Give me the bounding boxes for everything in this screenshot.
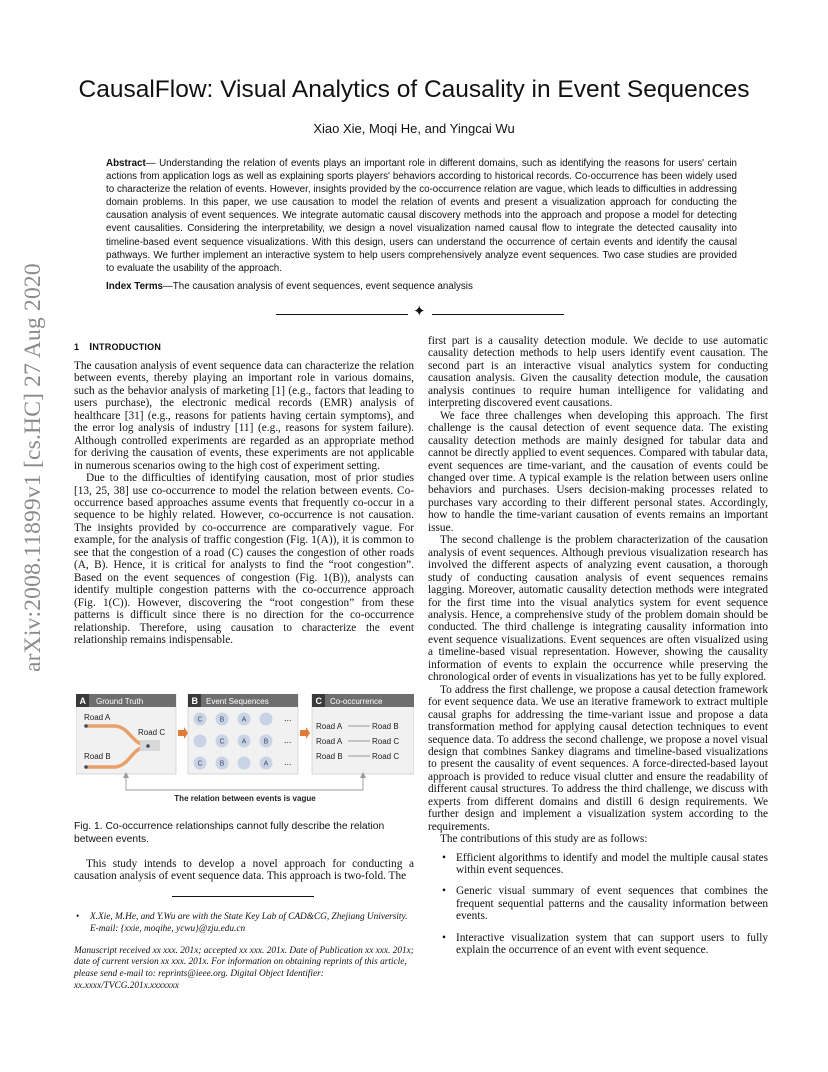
footnote-manuscript: Manuscript received xx xxx. 201x; accepted xx xxx. 201x. Date of Publication xx xxx. 201x; date of current version xx xxx. 201x. For information on obtaining reprints of this article, please send e-mail to: reprints@ieee.org. Digital Object Identifier: xx.xxxx/TVCG.201x.xxxxxxx bbox=[74, 945, 414, 991]
panel-b-title: Event Sequences bbox=[206, 697, 269, 706]
list-item: • Generic visual summary of event sequences that combines the frequent sequential patterns and the causality information between events. bbox=[442, 885, 768, 923]
paragraph: first part is a causality detection module. We decide to use automatic causality detection methods to help users identify event causation. The second part is an interactive visual analytics system for conducting causation analysis. Given the causality detection module, the causation analysis continues to require human intelligence for validating and interpreting discovered event causations. bbox=[428, 335, 768, 410]
event-circle bbox=[260, 713, 273, 726]
footnote bbox=[74, 912, 414, 993]
panel-c-letter: C bbox=[315, 696, 322, 706]
event-label: A bbox=[241, 738, 247, 746]
road-c-label: Road C bbox=[138, 728, 166, 737]
ellipsis-label: ... bbox=[284, 757, 292, 767]
section-first-letter: I bbox=[89, 341, 93, 353]
pair-right-label: Road C bbox=[372, 737, 400, 746]
paragraph: To address the first challenge, we propose a causal detection framework for event sequence data. We use an iterative framework to extract multiple causal graphs for addressing the time-variant issue and propose a data transformation method for applying causal detection techniques to event sequence data. To address the second challenge, we propose a novel visual design that combines Sankey diagrams and timeline-based visualizations to present the causality of event sequences. A force-directed-based layout approach is provided to reduce visual clutter and ensure the readability of different causal structures. To address the third challenge, we discuss with experts from different domains and distill 6 design requirements. We further design and implement a visualization system according to the requirements. bbox=[428, 683, 768, 833]
left-column bbox=[74, 360, 414, 646]
arrow-icon bbox=[300, 727, 310, 739]
list-item: • Interactive visualization system that can support users to fully explain the occurrence of an event with event sequence. bbox=[442, 931, 768, 957]
event-label: C bbox=[197, 760, 203, 768]
ellipsis-label: ... bbox=[284, 713, 292, 723]
section-divider bbox=[276, 304, 564, 322]
pair-right-label: Road C bbox=[372, 752, 400, 761]
event-circle bbox=[238, 757, 251, 770]
abstract bbox=[106, 157, 737, 275]
figure-1 bbox=[76, 694, 414, 806]
section-title-rest: NTRODUCTION bbox=[92, 342, 162, 352]
panel-c-title: Co-occurrence bbox=[330, 697, 383, 706]
paper-title: CausalFlow: Visual Analytics of Causality in Event Sequences bbox=[78, 76, 750, 103]
vague-relation-label: The relation between events is vague bbox=[174, 794, 316, 803]
arrow-icon bbox=[178, 727, 188, 739]
footnote-rule bbox=[172, 896, 314, 897]
section-number: 1 bbox=[74, 342, 80, 352]
ellipsis-label: ... bbox=[284, 735, 292, 745]
pair-left-label: Road A bbox=[316, 722, 343, 731]
index-terms bbox=[106, 281, 737, 292]
panel-a-title: Ground Truth bbox=[96, 697, 144, 706]
figure-caption: Fig. 1. Co-occurrence relationships cannot fully describe the relation between events. bbox=[74, 821, 385, 845]
pair-right-label: Road B bbox=[372, 722, 399, 731]
paragraph: The causation analysis of event sequence data can characterize the relation between events, thereby playing an important role in various domains, such as the behavior analysis of marketing [1] (e.g., factors that leading to users purchase), the electronic medical records (EMR) analysis of healthcare [31] (e.g., reasons for patients having certain symptoms), and the error log analysis of industry [11] (e.g., reasons for system failure). Although controlled experiments are regarded as an appropriate method for deriving the causation of events, these experiments are not applicable in numerous scenarios owing to the high cost of experiment setting. bbox=[74, 360, 414, 472]
paragraph: We face three challenges when developing this approach. The first challenge is the causal detection of event sequence data. The existing causality detection methods are mainly designed for tabular data and cannot be directly applied to event sequences. Compared with tabular data, event sequences are time-variant, and the causation of events could be changed over time. A typical example is the relation between users online behaviors and purchases. Users decision-making processes related to purchases vary according to their different personal states. Accordingly, how to handle the time-variant causation of events remains an important issue. bbox=[428, 409, 768, 534]
event-label: A bbox=[263, 760, 269, 768]
panel-b-event-sequences bbox=[188, 694, 298, 774]
event-label: C bbox=[197, 716, 203, 724]
author-list: Xiao Xie, Moqi He, and Yingcai Wu bbox=[313, 121, 515, 136]
road-a-label: Road A bbox=[84, 713, 111, 722]
bullet-icon: • bbox=[442, 885, 446, 898]
right-column bbox=[428, 335, 768, 966]
paragraph: This study intends to develop a novel approach for conducting a causation analysis of event sequence data. This approach is two-fold. The bbox=[74, 858, 414, 883]
paragraph: The contributions of this study are as follows: bbox=[440, 833, 648, 846]
pair-left-label: Road A bbox=[316, 737, 343, 746]
panel-a-letter: A bbox=[79, 696, 86, 706]
section-heading-introduction bbox=[74, 341, 161, 353]
abstract-text: — Understanding the relation of events plays an important role in different domains, such as identifying the reasons for users' certain actions from application logs as well as explaining sports players' behaviors according to historical records. Co-occurrence has been widely used to characterize the relation of events. However, insights provided by the co-occurrence relation are vague, which leads to difficulties in addressing domain problems. In this paper, we use causation to model the relation of events and present a visualization approach for conducting the causation analysis of event sequences. We integrate automatic causal discovery methods into the approach and propose a model for detecting event causalities. Considering the interpretability, we design a novel visualization named causal flow to integrate the detected causality into timeline-based event sequence visualizations. With this design, users can understand the occurrence of certain events and identify the causal pathways. We further implement an interactive system to help users comprehensively analyze event sequences. Two case studies are provided to evaluate the usability of the approach. bbox=[106, 158, 737, 274]
event-circle bbox=[194, 735, 207, 748]
event-label: B bbox=[219, 760, 225, 768]
panel-a-ground-truth bbox=[76, 694, 176, 774]
arxiv-identifier: arXiv:2008.11899v1 [cs.HC] 27 Aug 2020 bbox=[20, 263, 46, 672]
bullet-icon: • bbox=[442, 851, 446, 864]
bullet-icon: • bbox=[442, 931, 446, 944]
event-label: B bbox=[263, 738, 269, 746]
panel-b-letter: B bbox=[191, 696, 198, 706]
paragraph: Due to the difficulties of identifying causation, most of prior studies [13, 25, 38] use co-occurrence to model the relation between events. Co-occurrence based approaches assume events that frequently co-occur in a sequence to be highly related. However, co-occurrence is not causation. The insights provided by co-occurrence are comparatively vague. For example, for the analysis of traffic congestion (Fig. 1(A)), it is common to see that the congestion of a road (C) causes the congestion of other roads (A, B). Hence, it is critical for analysts to find the “root congestion”. Based on the event sequences of congestion (Fig. 1(B)), analysts can identify multiple congestion patterns with the co-occurrence approach (Fig. 1(C)). However, discovering the “root congestion” from these patterns is difficult since there is no direction for the co-occurrence relationship. Therefore, using causation to characterize the event relationship remains indispensable. bbox=[74, 472, 414, 646]
list-item: • Efficient algorithms to identify and model the multiple causal states within event sequences. bbox=[442, 851, 768, 877]
paragraph: The second challenge is the problem characterization of the causation analysis of event sequences. Although previous visualization research has involved the different aspects of analyzing event causation, a thorough study of conducting causation analysis of event sequences remains lagging. Moreover, automatic causality detection methods were integrated for the first time into the visual analytics system for event sequence analysis. Hence, a comprehensive study of the problem domain should be conducted. The third challenge is integrating causality information into event sequence visualizations. Event sequences are often visualized using a timeline-based visual representation. However, showing the causality information of events to explain the occurrence while preserving the chronological order of events in visualizations has yet to be fully explored. bbox=[428, 534, 768, 684]
footnote-affiliation: X.Xie, M.He, and Y.Wu are with the State Key Lab of CAD&CG, Zhejiang University. E-mail: {xxie, moqihe, ycwu}@zju.edu.cn bbox=[90, 912, 408, 934]
contributions-list bbox=[428, 852, 768, 957]
index-terms-label: Index Terms bbox=[106, 281, 163, 292]
bullet-icon: • bbox=[76, 912, 80, 922]
left-column-continued bbox=[74, 858, 414, 883]
event-label: A bbox=[241, 716, 247, 724]
road-b-label: Road B bbox=[84, 752, 111, 761]
event-label: C bbox=[219, 738, 225, 746]
panel-c-co-occurrence bbox=[312, 694, 414, 774]
event-label: B bbox=[219, 716, 225, 724]
index-terms-text: —The causation analysis of event sequences, event sequence analysis bbox=[163, 281, 473, 292]
abstract-label: Abstract bbox=[106, 158, 146, 169]
pair-left-label: Road B bbox=[316, 752, 343, 761]
divider-diamond-icon: ✦ bbox=[413, 304, 426, 320]
